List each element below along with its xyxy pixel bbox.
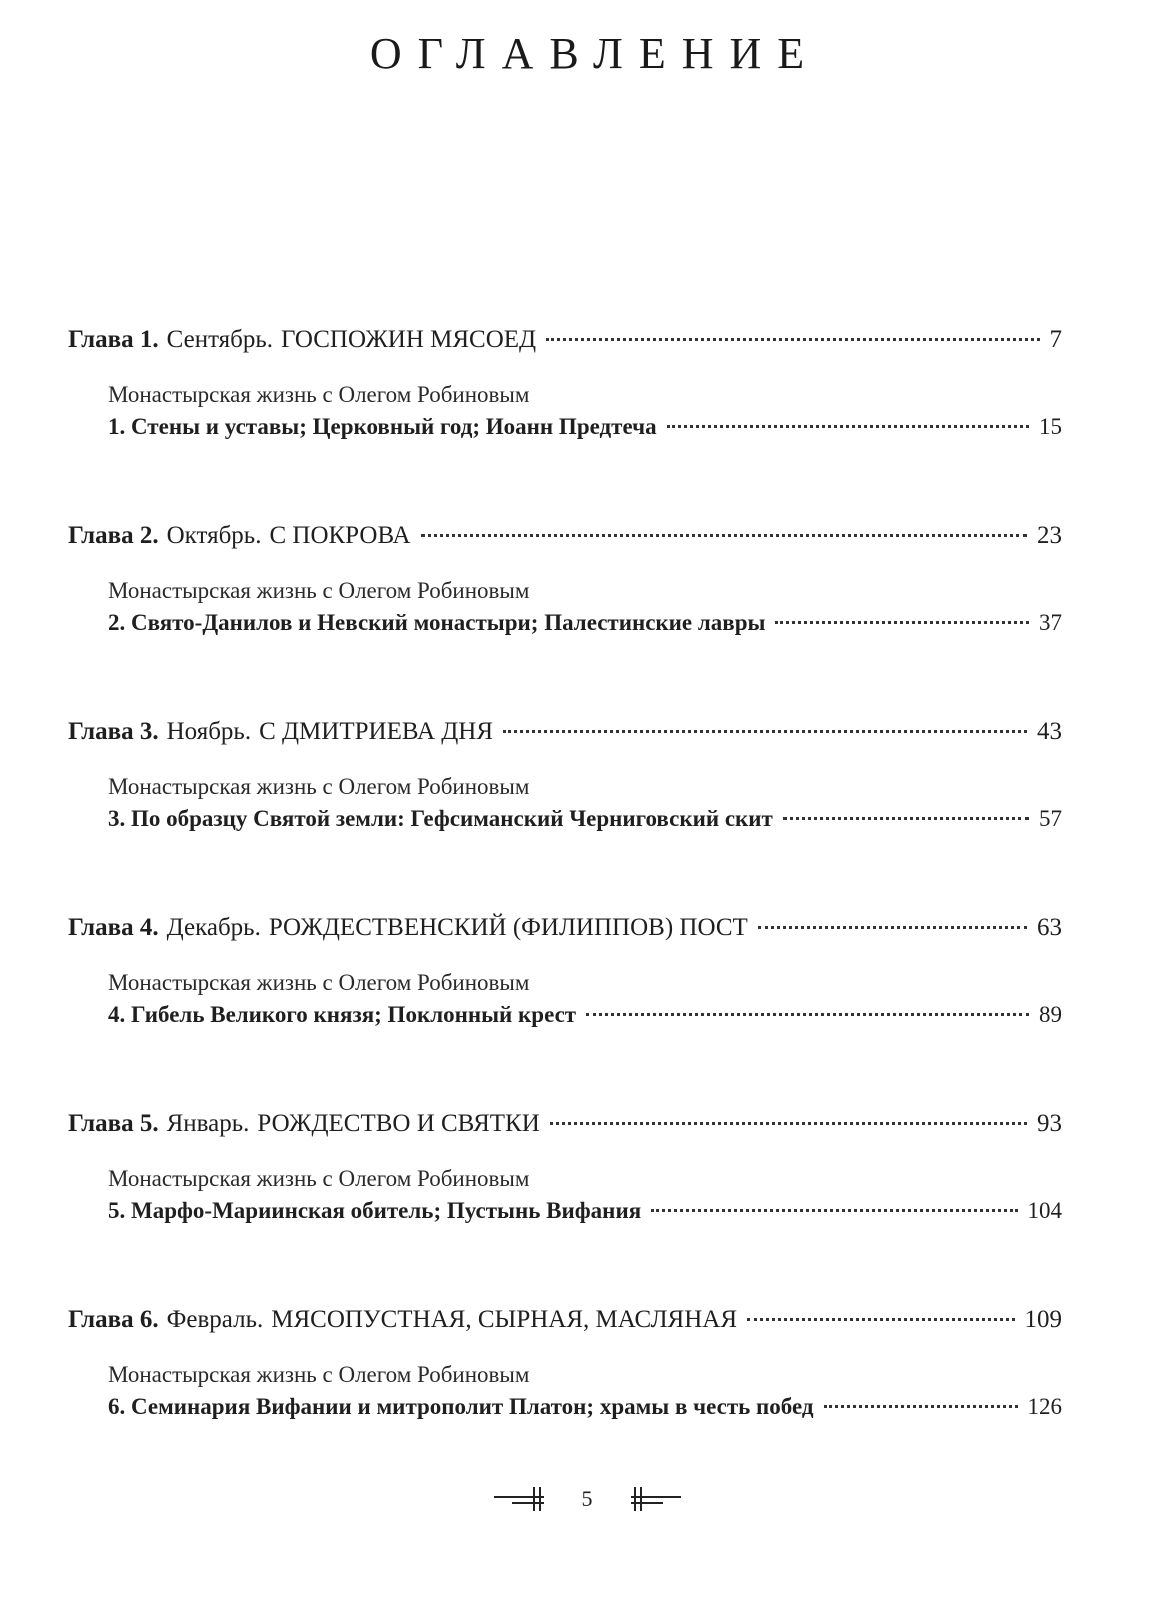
dot-leader bbox=[546, 338, 1039, 341]
chapter-page-number: 109 bbox=[1024, 1306, 1062, 1333]
dot-leader bbox=[747, 1318, 1014, 1321]
chapter-number: Глава 4. bbox=[68, 914, 159, 941]
chapter-block bbox=[68, 522, 1062, 718]
dot-leader bbox=[775, 621, 1029, 624]
dot-leader bbox=[651, 1209, 1017, 1212]
chapter-month: Февраль. bbox=[166, 1306, 264, 1333]
subsection-entry[interactable] bbox=[68, 1394, 1062, 1438]
dot-leader bbox=[550, 1122, 1027, 1125]
chapter-number: Глава 5. bbox=[68, 1110, 159, 1137]
chapter-block bbox=[68, 1306, 1062, 1502]
dot-leader bbox=[824, 1405, 1018, 1408]
dot-leader bbox=[586, 1013, 1029, 1016]
page-footer bbox=[0, 1484, 1174, 1514]
subsection-label: Монастырская жизнь с Олегом Робиновым bbox=[108, 578, 530, 603]
table-of-contents bbox=[68, 326, 1062, 1502]
chapter-number: Глава 2. bbox=[68, 522, 159, 549]
subsection-label: Монастырская жизнь с Олегом Робиновым bbox=[108, 382, 530, 407]
subsection-entry[interactable] bbox=[68, 1002, 1062, 1046]
chapter-title: РОЖДЕСТВО И СВЯТКИ bbox=[257, 1110, 540, 1137]
chapter-block bbox=[68, 718, 1062, 914]
subsection-title: 5. Марфо-Мариинская обитель; Пустынь Вифания bbox=[108, 1198, 642, 1223]
chapter-block bbox=[68, 326, 1062, 522]
subsection-entry[interactable] bbox=[68, 610, 1062, 654]
subsection-page-number: 104 bbox=[1027, 1198, 1062, 1223]
chapter-heading[interactable] bbox=[68, 326, 1062, 364]
subsection-title: 2. Свято-Данилов и Невский монастыри; Палестинские лавры bbox=[108, 610, 766, 635]
dot-leader bbox=[667, 425, 1029, 428]
subsection-entry[interactable] bbox=[68, 1198, 1062, 1242]
chapter-page-number: 93 bbox=[1037, 1110, 1062, 1137]
chapter-title: С ДМИТРИЕВА ДНЯ bbox=[259, 718, 494, 745]
dot-leader bbox=[783, 817, 1029, 820]
page-title: ОГЛАВЛЕНИЕ bbox=[369, 29, 821, 78]
dot-leader bbox=[421, 534, 1027, 537]
chapter-title: С ПОКРОВА bbox=[269, 522, 411, 549]
subsection-title: 1. Стены и уставы; Церковный год; Иоанн Предтеча bbox=[108, 414, 657, 439]
chapter-number: Глава 6. bbox=[68, 1306, 159, 1333]
subsection-title: 6. Семинария Вифании и митрополит Платон; храмы в честь побед bbox=[108, 1394, 814, 1419]
subsection-label: Монастырская жизнь с Олегом Робиновым bbox=[108, 1166, 530, 1191]
chapter-heading[interactable] bbox=[68, 914, 1062, 952]
chapter-page-number: 23 bbox=[1037, 522, 1062, 549]
subsection-label: Монастырская жизнь с Олегом Робиновым bbox=[108, 774, 530, 799]
chapter-title: МЯСОПУСТНАЯ, СЫРНАЯ, МАСЛЯНАЯ bbox=[271, 1306, 738, 1333]
dot-leader bbox=[758, 926, 1027, 929]
chapter-heading[interactable] bbox=[68, 718, 1062, 756]
chapter-title: РОЖДЕСТВЕНСКИЙ (ФИЛИППОВ) ПОСТ bbox=[268, 914, 748, 941]
dot-leader bbox=[503, 730, 1027, 733]
chapter-number: Глава 1. bbox=[68, 326, 159, 353]
chapter-page-number: 7 bbox=[1049, 326, 1062, 353]
chapter-heading[interactable] bbox=[68, 522, 1062, 560]
chapter-page-number: 43 bbox=[1037, 718, 1062, 745]
subsection-page-number: 57 bbox=[1039, 806, 1062, 831]
chapter-number: Глава 3. bbox=[68, 718, 159, 745]
chapter-title: ГОСПОЖИН МЯСОЕД bbox=[281, 326, 537, 353]
subsection-label: Монастырская жизнь с Олегом Робиновым bbox=[108, 1362, 530, 1387]
chapter-heading[interactable] bbox=[68, 1110, 1062, 1148]
chapter-block bbox=[68, 1110, 1062, 1306]
chapter-block bbox=[68, 914, 1062, 1110]
chapter-month: Октябрь. bbox=[166, 522, 262, 549]
subsection-title: 4. Гибель Великого князя; Поклонный крест bbox=[108, 1002, 577, 1027]
chapter-heading[interactable] bbox=[68, 1306, 1062, 1344]
subsection-page-number: 15 bbox=[1039, 414, 1062, 439]
page-number: 5 bbox=[581, 1486, 593, 1511]
subsection-page-number: 126 bbox=[1027, 1394, 1062, 1419]
subsection-entry[interactable] bbox=[68, 414, 1062, 458]
subsection-page-number: 37 bbox=[1039, 610, 1062, 635]
chapter-page-number: 63 bbox=[1037, 914, 1062, 941]
left-ornament-icon bbox=[494, 1484, 554, 1514]
subsection-page-number: 89 bbox=[1039, 1002, 1062, 1027]
chapter-month: Декабрь. bbox=[166, 914, 261, 941]
chapter-month: Сентябрь. bbox=[166, 326, 274, 353]
chapter-month: Январь. bbox=[166, 1110, 250, 1137]
right-ornament-icon bbox=[621, 1484, 681, 1514]
chapter-month: Ноябрь. bbox=[166, 718, 252, 745]
subsection-entry[interactable] bbox=[68, 806, 1062, 850]
subsection-label: Монастырская жизнь с Олегом Робиновым bbox=[108, 970, 530, 995]
subsection-title: 3. По образцу Святой земли: Гефсиманский Черниговский скит bbox=[108, 806, 773, 831]
